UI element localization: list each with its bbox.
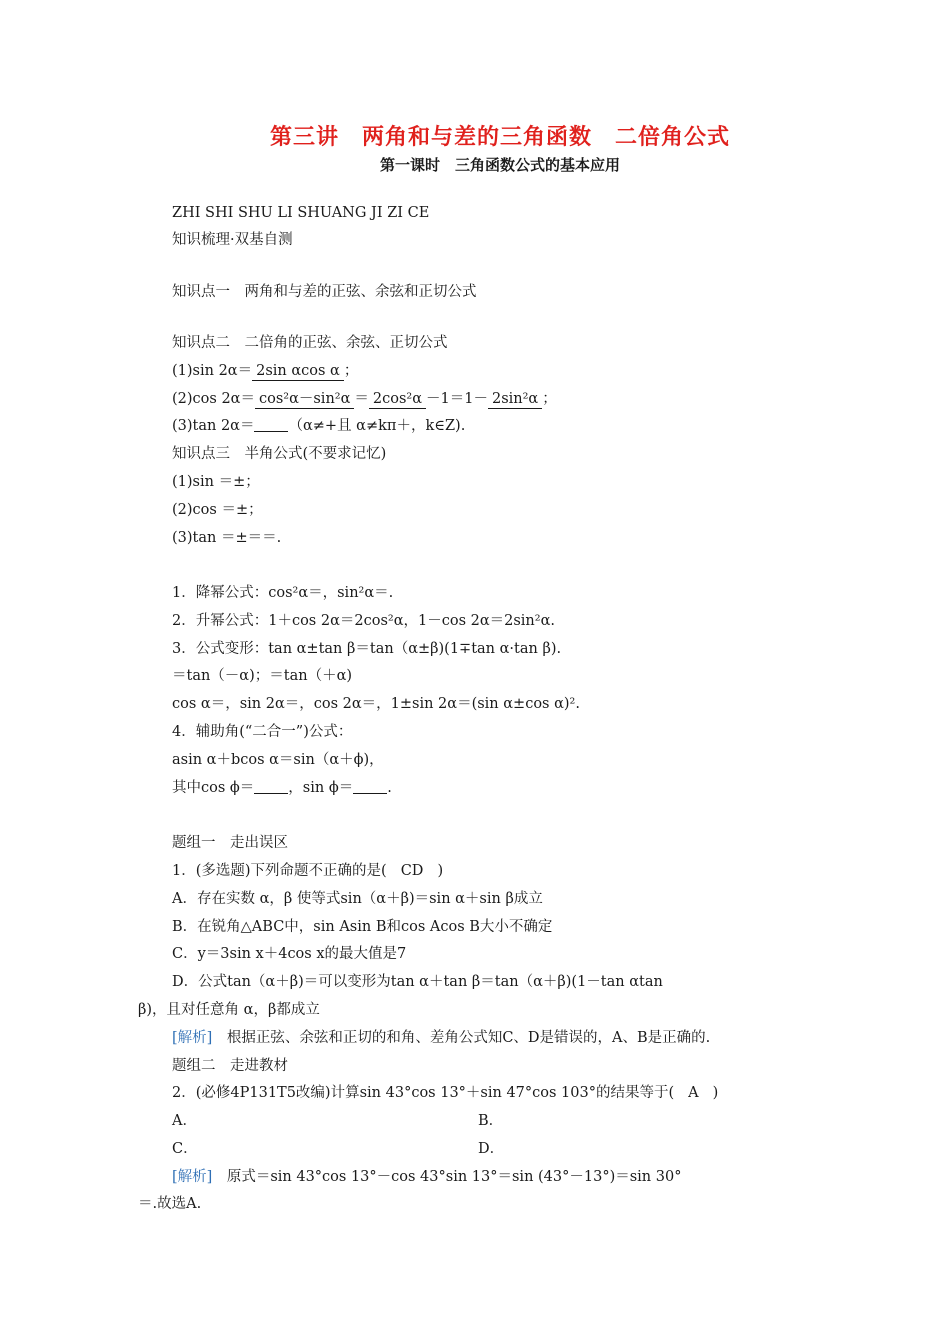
question-2-option-b: B．	[478, 1113, 504, 1129]
note-4-line-3	[172, 778, 392, 798]
question-1	[172, 861, 443, 881]
question-1-option-b: B．在锐角△ABC中，sin Asin B和cos Acos B大小不确定	[172, 919, 553, 935]
question-2-close: )	[712, 1085, 719, 1101]
formula-sin2a-suffix: ；	[343, 363, 359, 379]
note-4-blank-cos	[254, 779, 288, 794]
knowledge-point-3: 知识点三 半角公式(不要求记忆)	[172, 446, 387, 462]
formula-cos2a-prefix: (2)cos 2α＝	[172, 391, 255, 407]
knowledge-point-1: 知识点一 两角和与差的正弦、余弦和正切公式	[172, 284, 477, 300]
question-2-analysis-cont: ＝.故选A.	[138, 1196, 202, 1212]
half-angle-cos: (2)cos ＝±；	[172, 502, 263, 518]
analysis-tag-2: [解析]	[172, 1169, 213, 1185]
analysis-tag: [解析]	[172, 1030, 213, 1046]
question-1-analysis	[172, 1028, 710, 1048]
formula-cos2a-suffix: ；	[542, 391, 557, 407]
formula-sin2a-prefix: (1)sin 2α＝	[172, 363, 253, 379]
note-3-line-2: ＝tan（－α)；＝tan（＋α)	[172, 668, 353, 684]
formula-tan2a-blank	[254, 417, 288, 432]
formula-cos2a-mid-1: ＝	[354, 391, 369, 407]
formula-cos2a-blank-2: 2cos²α	[369, 390, 426, 409]
formula-sin2a	[172, 361, 358, 381]
question-2-stem: 2．(必修4P131T5改编)计算sin 43°cos 13°＋sin 47°cos 103°的结果等于(	[172, 1085, 675, 1101]
question-1-analysis-text: 根据正弦、余弦和正切的和角、差角公式知C、D是错误的，A、B是正确的.	[212, 1030, 711, 1046]
note-4-blank-sin	[353, 779, 387, 794]
note-4-prefix: 其中cos ϕ＝	[172, 780, 255, 796]
half-angle-tan: (3)tan ＝±＝＝.	[172, 530, 282, 546]
formula-cos2a-blank-3: 2sin²α	[488, 390, 542, 409]
formula-sin2a-blank: 2sin αcos α	[252, 362, 344, 381]
group-1-heading: 题组一 走出误区	[172, 835, 288, 851]
formula-tan2a-prefix: (3)tan 2α＝	[172, 418, 255, 434]
question-1-option-c: C．y＝3sin x＋4cos x的最大值是7	[172, 946, 407, 962]
question-1-stem: 1．(多选题)下列命题不正确的是(	[172, 863, 387, 879]
note-2: 2．升幂公式：1＋cos 2α＝2cos²α，1－cos 2α＝2sin²α.	[172, 613, 555, 629]
question-1-option-d-cont: β)，且对任意角 α，β都成立	[138, 1002, 320, 1018]
note-4-line-2: asin α＋bcos α＝sin（α＋ϕ)，	[172, 752, 384, 768]
formula-cos2a-mid-2: －1＝1－	[426, 391, 488, 407]
question-1-option-a: A．存在实数 α，β 使等式sin（α＋β)＝sin α＋sin β成立	[172, 891, 543, 907]
note-4-mid: ，sin ϕ＝	[288, 780, 354, 796]
question-1-close: )	[437, 863, 444, 879]
page-title: 第三讲 两角和与差的三角函数 二倍角公式	[269, 125, 730, 150]
question-1-option-d: D．公式tan（α＋β)＝可以变形为tan α＋tan β＝tan（α＋β)(1－tan αtan	[172, 974, 663, 990]
question-2	[172, 1083, 718, 1103]
note-3-line-3: cos α＝，sin 2α＝，cos 2α＝，1±sin 2α＝(sin α±cos α)².	[172, 696, 580, 712]
half-angle-sin: (1)sin ＝±；	[172, 474, 260, 490]
question-2-option-c: C．	[172, 1141, 198, 1157]
question-2-analysis-text: 原式＝sin 43°cos 13°－cos 43°sin 13°＝sin (43°－13°)＝sin 30°	[212, 1169, 682, 1185]
formula-cos2a	[172, 389, 557, 409]
knowledge-point-2: 知识点二 二倍角的正弦、余弦、正切公式	[172, 335, 448, 351]
pinyin-heading: ZHI SHI SHU LI SHUANG JI ZI CE	[172, 205, 430, 221]
formula-cos2a-blank-1: cos²α－sin²α	[255, 390, 354, 409]
question-2-answer: A	[688, 1085, 699, 1101]
formula-tan2a	[172, 416, 465, 436]
section-heading: 知识梳理·双基自测	[172, 232, 293, 248]
question-1-answer: CD	[400, 863, 424, 879]
question-2-option-a: A．	[172, 1113, 197, 1129]
formula-tan2a-suffix: （α≠+且 α≠kπ＋，k∈Z).	[288, 418, 466, 434]
note-3: 3．公式变形：tan α±tan β＝tan（α±β)(1∓tan α·tan β).	[172, 641, 562, 657]
page-subtitle: 第一课时 三角函数公式的基本应用	[379, 156, 620, 174]
group-2-heading: 题组二 走进教材	[172, 1058, 288, 1074]
question-2-option-d: D．	[478, 1141, 505, 1157]
note-4-suffix: .	[387, 780, 392, 796]
question-2-analysis	[172, 1167, 681, 1187]
note-1: 1．降幂公式：cos²α＝，sin²α＝.	[172, 585, 394, 601]
note-4: 4．辅助角(“二合一”)公式：	[172, 724, 353, 740]
